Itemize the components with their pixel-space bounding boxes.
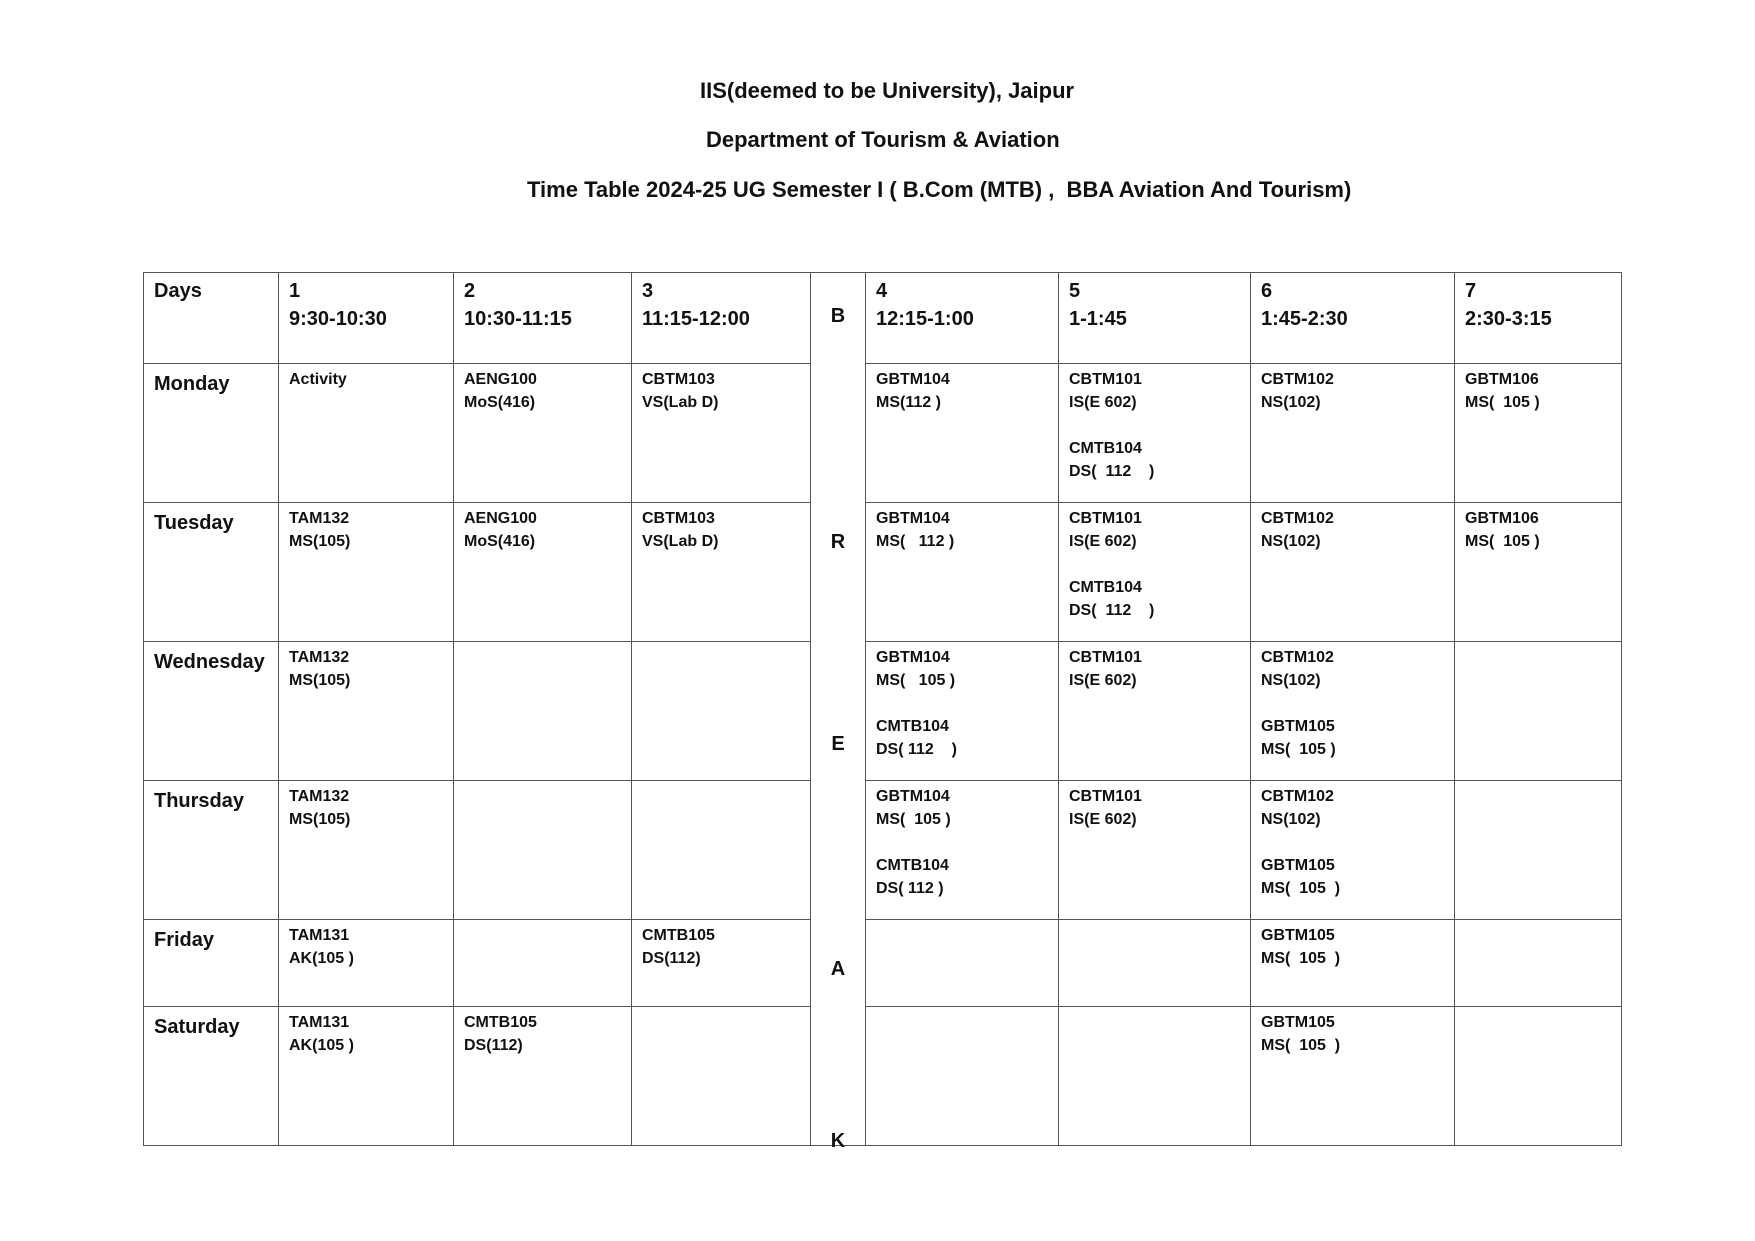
slot-cell [866, 1007, 1059, 1146]
slot-cell [632, 920, 811, 1007]
slot-text: CBTM102 NS(102) [1261, 510, 1334, 550]
slot-cell [454, 642, 632, 781]
slot-cell [1251, 781, 1455, 920]
slot-text: GBTM104 MS(112 ) [876, 371, 950, 411]
slot-cell [1455, 781, 1622, 920]
slot-cell [1251, 503, 1455, 642]
period-header-cell [1455, 273, 1622, 364]
slot-text: CBTM102 NS(102) GBTM105 MS( 105 ) [1261, 788, 1341, 897]
department-title: Department of Tourism & Aviation [706, 127, 1060, 152]
slot-cell [1059, 1007, 1251, 1146]
slot-text: CBTM102 NS(102) [1261, 371, 1334, 411]
table-row-saturday [144, 1007, 1622, 1146]
slot-cell [1455, 503, 1622, 642]
day-cell [144, 503, 279, 642]
period-header-cell [866, 273, 1059, 364]
slot-cell [1059, 642, 1251, 781]
slot-cell [1251, 1007, 1455, 1146]
table-row-tuesday [144, 503, 1622, 642]
slot-text: TAM131 AK(105 ) [289, 927, 354, 967]
days-label: Days [154, 280, 202, 302]
slot-cell [279, 781, 454, 920]
slot-cell [632, 1007, 811, 1146]
break-column [811, 273, 866, 1152]
day-cell [144, 1007, 279, 1146]
slot-text: AENG100 MoS(416) [464, 510, 537, 550]
slot-cell [1251, 642, 1455, 781]
slot-text: CBTM103 VS(Lab D) [642, 510, 719, 550]
slot-cell [866, 364, 1059, 503]
slot-text: TAM132 MS(105) [289, 788, 351, 828]
university-title: IIS(deemed to be University), Jaipur [700, 78, 1075, 103]
slot-cell [1059, 781, 1251, 920]
slot-text: CBTM101 IS(E 602) [1069, 649, 1142, 689]
slot-cell [454, 364, 632, 503]
slot-text: TAM132 MS(105) [289, 510, 351, 550]
timetable [143, 272, 1622, 1152]
day-label: Monday [154, 373, 230, 395]
slot-cell [279, 364, 454, 503]
table-row-wednesday [144, 642, 1622, 781]
slot-text: CBTM101 IS(E 602) [1069, 788, 1142, 828]
slot-cell [632, 642, 811, 781]
slot-cell [632, 503, 811, 642]
period-7-label: 7 2:30-3:15 [1465, 280, 1552, 330]
table-row-friday [144, 920, 1622, 1007]
slot-cell [1455, 920, 1622, 1007]
slot-text: CBTM101 IS(E 602) CMTB104 DS( 112 ) [1069, 371, 1155, 480]
slot-cell [279, 642, 454, 781]
slot-cell [279, 920, 454, 1007]
slot-cell [1455, 364, 1622, 503]
slot-cell [1455, 642, 1622, 781]
period-2-label: 2 10:30-11:15 [464, 280, 572, 330]
day-label: Friday [154, 929, 215, 951]
slot-text: Activity [289, 371, 347, 388]
day-cell [144, 920, 279, 1007]
break-letter: A [830, 958, 846, 980]
table-row-monday [144, 364, 1622, 503]
slot-text: GBTM106 MS( 105 ) [1465, 371, 1540, 411]
slot-text: TAM131 AK(105 ) [289, 1014, 354, 1054]
period-3-label: 3 11:15-12:00 [642, 280, 750, 330]
slot-cell [866, 920, 1059, 1007]
period-header-cell [1059, 273, 1251, 364]
period-1-label: 1 9:30-10:30 [289, 280, 387, 330]
slot-cell [1059, 503, 1251, 642]
slot-text: CMTB105 DS(112) [642, 927, 715, 967]
slot-text: CBTM103 VS(Lab D) [642, 371, 719, 411]
timetable-title: Time Table 2024-25 UG Semester I ( B.Com (MTB) , BBA Aviation And Tourism) [527, 177, 1352, 202]
slot-cell [632, 364, 811, 503]
slot-cell [1251, 920, 1455, 1007]
period-4-label: 4 12:15-1:00 [876, 280, 974, 330]
slot-text: GBTM106 MS( 105 ) [1465, 510, 1540, 550]
day-label: Saturday [154, 1016, 240, 1038]
slot-cell [454, 920, 632, 1007]
slot-cell [454, 781, 632, 920]
break-letter: E [831, 733, 845, 755]
slot-text: CBTM102 NS(102) GBTM105 MS( 105 ) [1261, 649, 1336, 758]
slot-text: AENG100 MoS(416) [464, 371, 537, 411]
day-label: Thursday [154, 790, 245, 812]
period-header-cell [632, 273, 811, 364]
slot-cell [1251, 364, 1455, 503]
period-header-cell [454, 273, 632, 364]
slot-cell [454, 1007, 632, 1146]
slot-text: GBTM104 MS( 105 ) CMTB104 DS( 112 ) [876, 788, 951, 897]
day-cell [144, 642, 279, 781]
slot-cell [1059, 364, 1251, 503]
slot-cell [279, 1007, 454, 1146]
period-header-cell [1251, 273, 1455, 364]
period-6-label: 6 1:45-2:30 [1261, 280, 1348, 330]
slot-text: GBTM105 MS( 105 ) [1261, 927, 1341, 967]
header-row [144, 273, 1622, 364]
slot-cell [279, 503, 454, 642]
slot-text: GBTM105 MS( 105 ) [1261, 1014, 1341, 1054]
slot-cell [454, 503, 632, 642]
break-letter: R [830, 531, 846, 553]
days-header-cell [144, 273, 279, 364]
slot-cell [866, 642, 1059, 781]
day-cell [144, 781, 279, 920]
slot-text: GBTM104 MS( 112 ) [876, 510, 955, 550]
slot-cell [866, 781, 1059, 920]
table-row-thursday [144, 781, 1622, 920]
break-letter: B [830, 305, 846, 327]
slot-text: CBTM101 IS(E 602) CMTB104 DS( 112 ) [1069, 510, 1155, 619]
day-label: Tuesday [154, 512, 234, 534]
day-cell [144, 364, 279, 503]
slot-text: GBTM104 MS( 105 ) CMTB104 DS( 112 ) [876, 649, 957, 758]
period-header-cell [279, 273, 454, 364]
slot-text: TAM132 MS(105) [289, 649, 351, 689]
period-5-label: 5 1-1:45 [1069, 280, 1127, 330]
slot-text: CMTB105 DS(112) [464, 1014, 537, 1054]
slot-cell [866, 503, 1059, 642]
day-label: Wednesday [154, 651, 265, 673]
slot-cell [1455, 1007, 1622, 1146]
slot-cell [632, 781, 811, 920]
break-letter: K [830, 1130, 846, 1152]
slot-cell [1059, 920, 1251, 1007]
